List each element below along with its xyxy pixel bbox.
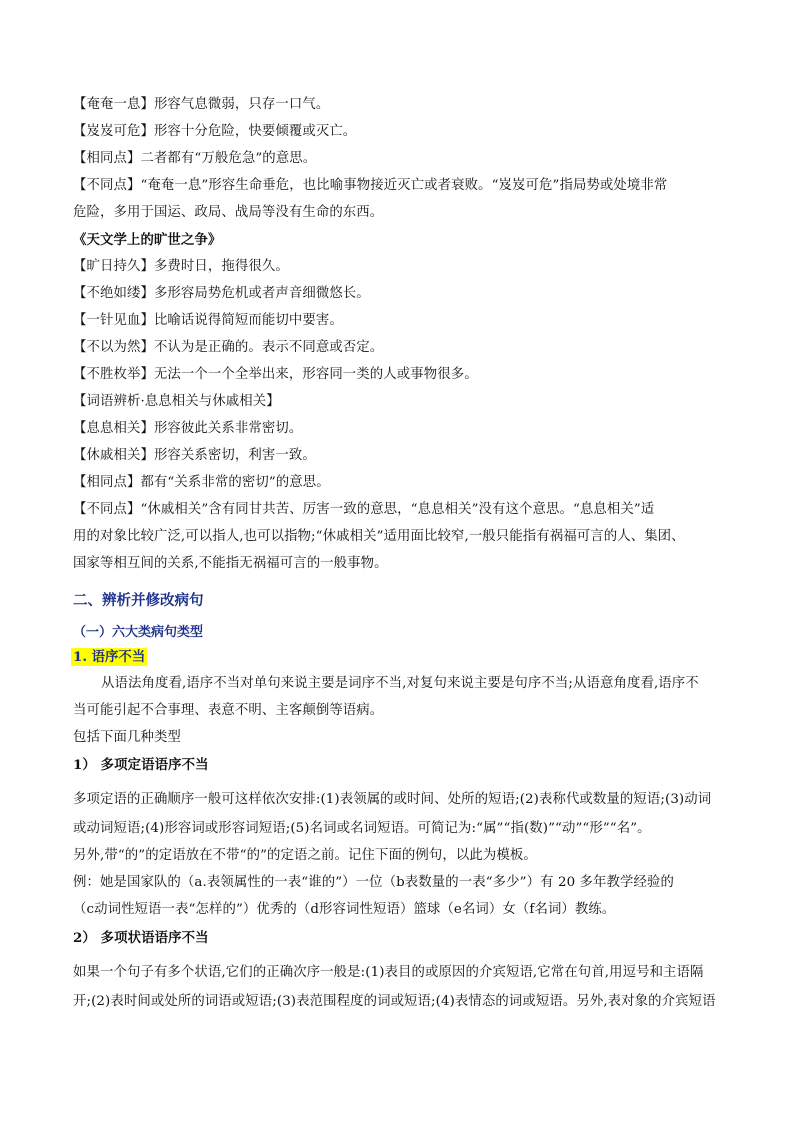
entry-line: 【不以为然】不认为是正确的。表示不同意或否定。 bbox=[73, 340, 384, 355]
item-heading: 1） 多项定语语序不当 bbox=[73, 757, 209, 773]
entry-line: 【旷日持久】多费时日，拖得很久。 bbox=[73, 259, 289, 274]
item-line: 另外,带“的”的定语放在不带“的”的定语之前。记住下面的例句，以此为模板。 bbox=[73, 848, 537, 863]
entry-line: 用的对象比较广泛,可以指人,也可以指物;“休戚相关”适用面比较窄,一般只能指有祸福可言的人、集团、 bbox=[73, 529, 685, 544]
highlighted-heading: 1. 语序不当 bbox=[73, 649, 146, 665]
entry-line: 【一针见血】比喻话说得简短而能切中要害。 bbox=[73, 313, 343, 328]
item-heading: 2） 多项状语语序不当 bbox=[73, 930, 209, 946]
entry-line: 危险，多用于国运、政局、战局等没有生命的东西。 bbox=[73, 205, 384, 220]
item-line: 开;(2)表时间或处所的词语或短语;(3)表范围程度的词或短语;(4)表情态的词或短语。另外,表对象的介宾短语 bbox=[73, 994, 716, 1009]
subsection-heading: （一）六大类病句类型 bbox=[73, 625, 204, 640]
entry-line: 【奄奄一息】形容气息微弱，只存一口气。 bbox=[73, 97, 330, 112]
entry-line: 【不胜枚举】无法一个一个全举出来，形容同一类的人或事物很多。 bbox=[73, 367, 478, 382]
paragraph-line: 包括下面几种类型 bbox=[73, 730, 181, 745]
entry-line: 【相同点】二者都有“万般危急”的意思。 bbox=[73, 151, 317, 166]
example-line: （c动词性短语一表“怎样的”）优秀的（d形容词性短语）篮球（e名词）女（f名词）教练。 bbox=[73, 902, 616, 917]
entry-line: 【休戚相关】形容关系密切，利害一致。 bbox=[73, 448, 316, 463]
entry-line: 【息息相关】形容彼此关系非常密切。 bbox=[73, 421, 303, 436]
entry-line: 【词语辨析·息息相关与休戚相关】 bbox=[73, 394, 280, 409]
item-line: 如果一个句子有多个状语,它们的正确次序一般是:(1)表目的或原因的介宾短语,它常在句首,用逗号和主语隔 bbox=[73, 965, 704, 980]
article-title: 《天文学上的旷世之争》 bbox=[73, 232, 222, 248]
example-line: 例：她是国家队的（a.表领属性的一表“谁的”）一位（b表数量的一表“多少”）有 20 多年教学经验的 bbox=[73, 875, 674, 890]
item-line: 多项定语的正确顺序一般可这样依次安排:(1)表领属的或时间、处所的短语;(2)表称代或数量的短语;(3)动词 bbox=[73, 792, 712, 807]
section-heading: 二、辨析并修改病句 bbox=[73, 592, 204, 609]
entry-line: 【相同点】都有“关系非常的密切”的意思。 bbox=[73, 475, 330, 490]
entry-line: 【岌岌可危】形容十分危险，快要倾覆或灭亡。 bbox=[73, 124, 357, 139]
entry-line: 【不同点】“休戚相关”含有同甘共苦、厉害一致的意思，“息息相关”没有这个意思。“息息相关”适 bbox=[73, 502, 655, 517]
entry-line: 国家等相互间的关系,不能指无祸福可言的一般事物。 bbox=[73, 556, 388, 571]
item-line: 或动词短语;(4)形容词或形容词短语;(5)名词或名词短语。可简记为:“属”“指(数)”“动”“形”“名”。 bbox=[73, 821, 651, 836]
paragraph-line: 从语法角度看,语序不当对单句来说主要是词序不当,对复句来说主要是句序不当;从语意角度看,语序不 bbox=[101, 676, 699, 691]
paragraph-line: 当可能引起不合事理、表意不明、主客颠倒等语病。 bbox=[73, 703, 384, 718]
entry-line: 【不绝如缕】多形容局势危机或者声音细微悠长。 bbox=[73, 286, 370, 301]
entry-line: 【不同点】“奄奄一息”形容生命垂危，也比喻事物接近灭亡或者衰败。“岌岌可危”指局势或处境非常 bbox=[73, 178, 668, 193]
